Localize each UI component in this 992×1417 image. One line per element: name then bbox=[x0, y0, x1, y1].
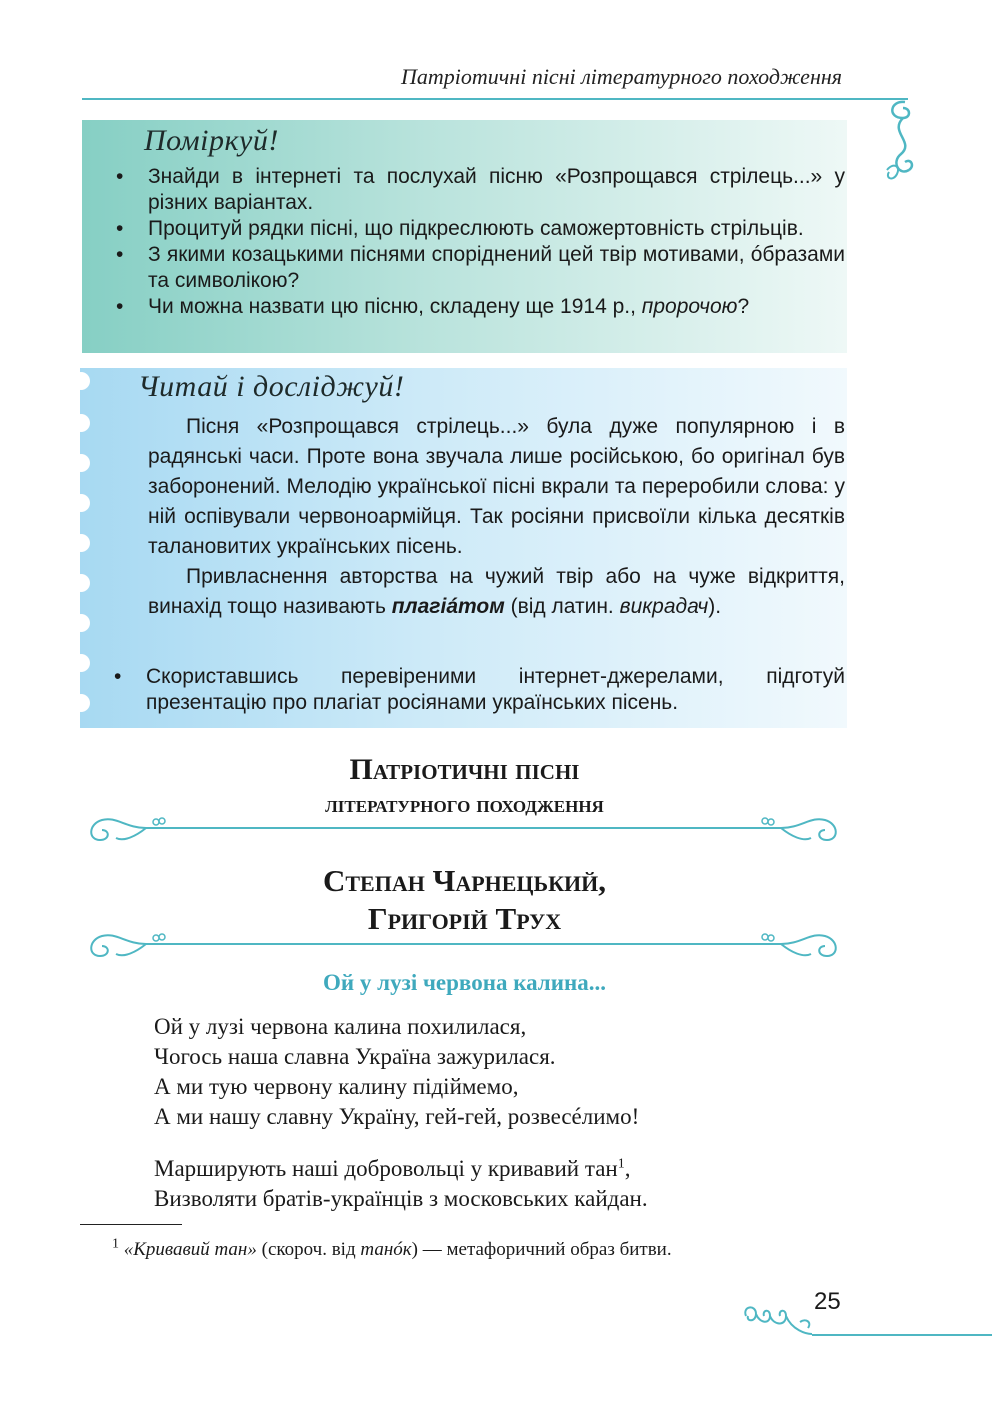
binder-hole bbox=[72, 454, 90, 472]
poem-line: Ой у лузі червона калина похилилася, bbox=[154, 1014, 527, 1039]
binder-hole bbox=[72, 372, 90, 390]
footnote-rule bbox=[80, 1224, 182, 1225]
divider-ornament bbox=[76, 928, 851, 964]
poem-line: А ми тую червону калину підіймемо, bbox=[154, 1074, 519, 1099]
running-head: Патріотичні пісні літературного походження bbox=[401, 64, 842, 89]
poem-line: Визволяти братів-українців з московських кайдан. bbox=[154, 1186, 648, 1211]
section-title-line2: літературного походження bbox=[325, 792, 604, 818]
binder-hole bbox=[72, 414, 90, 432]
read-heading: Читай і досліджуй! bbox=[138, 370, 405, 403]
footnote: $^1$ «Кривавий тан» (скороч. від танóк) — метафоричний образ битви. bbox=[112, 1236, 672, 1260]
read-text bbox=[148, 412, 845, 622]
section-title-line1: Патріотичні пісні bbox=[349, 753, 580, 786]
binder-hole bbox=[72, 494, 90, 512]
bullet-icon: • bbox=[116, 217, 124, 240]
think-heading: Поміркуй! bbox=[144, 124, 279, 157]
poem-stanza-1 bbox=[154, 1012, 844, 1132]
binder-hole bbox=[72, 614, 90, 632]
binder-hole bbox=[72, 574, 90, 592]
list-item: • Процитуй рядки пісні, що підкреслюють саможертовність стрільців. bbox=[116, 217, 804, 240]
read-paragraph-1: Пісня «Розпрощався стрілець...» була дуже популярною і в радянські часи. Проте вона звучала лише російською, бо оригінал був заборонений. Мелодію української пісні вкрали та переробили слова: у ній оспівували червоноармійця. Так росіяни присвоїли кілька десятків талановитих українських пісень. bbox=[148, 415, 845, 558]
bullet-icon: • bbox=[116, 243, 124, 266]
divider-ornament bbox=[76, 812, 851, 848]
read-task-list bbox=[80, 664, 845, 716]
page-number: 25 bbox=[814, 1288, 841, 1315]
read-box bbox=[80, 368, 847, 728]
binder-hole bbox=[72, 534, 90, 552]
poem-title: Ой у лузі червона калина... bbox=[323, 970, 606, 995]
footer-rule bbox=[812, 1334, 992, 1336]
poem-line: А ми нашу славну Україну, гей-гей, розвесéлимо! bbox=[154, 1104, 640, 1129]
read-paragraph-2: Привласнення авторства на чужий твір або на чуже відкриття, винахід тощо називають плагіáтом (від латин. викрадач). bbox=[148, 565, 845, 618]
think-list bbox=[82, 164, 845, 320]
author-line1: Степан Чарнецький, bbox=[322, 863, 607, 898]
think-box bbox=[82, 120, 847, 353]
bullet-icon: • bbox=[116, 165, 124, 188]
bullet-icon: • bbox=[114, 665, 122, 688]
footnote-marker: 1 bbox=[112, 1236, 119, 1252]
list-item: • З якими козацькими піснями споріднений цей твір мотивами, óбразами та символікою? bbox=[116, 243, 845, 292]
bullet-icon: • bbox=[116, 295, 124, 318]
header-rule bbox=[82, 98, 908, 100]
term-plagiarism: плагіáтом bbox=[391, 595, 505, 618]
poem-stanza-2 bbox=[154, 1154, 844, 1214]
corner-swirl-ornament bbox=[875, 92, 925, 192]
footnote-ref: 1 bbox=[617, 1156, 625, 1172]
poem-line: Марширують наші добровольці у кривавий тан$^1$, bbox=[154, 1156, 631, 1181]
author-line2: Григорій Трух bbox=[367, 901, 562, 936]
list-item: • Чи можна назвати цю пісню, складену ще 1914 р., пророчою? bbox=[116, 295, 750, 318]
list-item: • Знайди в інтернеті та послухай пісню «Розпрощався стрілець...» у різних варіантах. bbox=[116, 165, 845, 214]
page-number-swirl-ornament bbox=[740, 1296, 820, 1340]
list-item: • Скориставшись перевіреними інтернет-джерелами, підготуй презентацію про плагіат росіянами українських пісень. bbox=[114, 665, 845, 714]
poem-line: Чогось наша славна Україна зажурилася. bbox=[154, 1044, 556, 1069]
